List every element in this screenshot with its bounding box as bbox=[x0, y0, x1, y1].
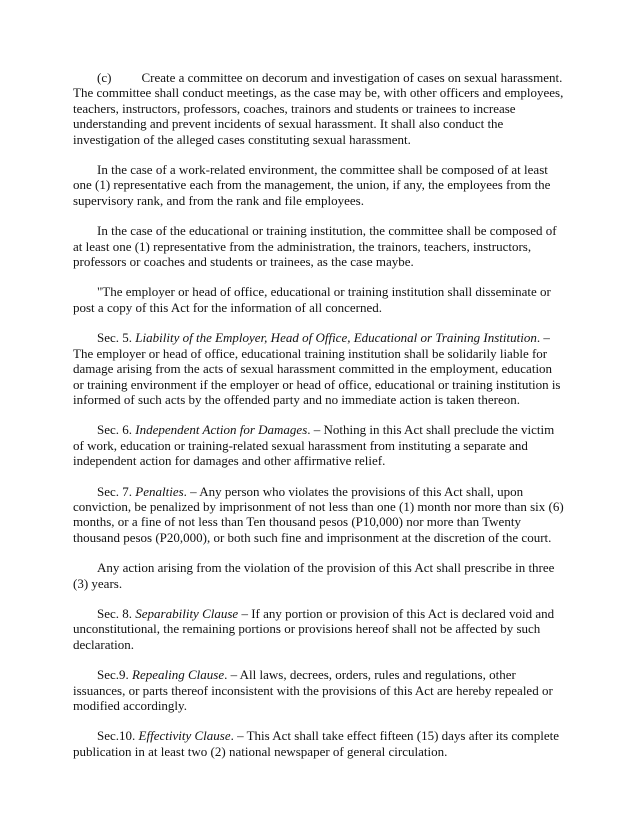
section-prefix: Sec. 8. bbox=[97, 605, 136, 621]
section-text: . – Any person who violates the provisions of this Act shall, upon conviction, be penalized by imprisonment of not less than one (1) month nor more than six (6) months, or a fine of not less than Ten thousand pesos (P10,000) nor more than Twenty thousand pesos (P20,000), or both such fine and imprisonment at the discretion of the court. bbox=[73, 483, 564, 545]
section-prefix: Sec.10. bbox=[97, 728, 139, 744]
section-text: . – All laws, decrees, orders, rules and regulations, other issuances, or parts thereof inconsistent with the provisions of this Act are hereby repealed or modified accordingly. bbox=[73, 667, 553, 713]
section-7 bbox=[73, 484, 565, 546]
section-text: – If any portion or provision of this Act is declared void and unconstitutional, the remaining portions or provisions hereof shall not be affected by such declaration. bbox=[73, 605, 555, 652]
section-heading: Separability Clause bbox=[135, 605, 239, 621]
paragraph-prescription bbox=[73, 560, 565, 591]
section-prefix: Sec. 6. bbox=[97, 422, 136, 438]
document-page bbox=[73, 70, 565, 774]
section-text: . – This Act shall take effect fifteen (15) days after its complete publication in at least two (2) national newspaper of general circulation. bbox=[73, 728, 559, 759]
paragraph-text: Any action arising from the violation of the provision of this Act shall prescribe in three (3) years. bbox=[73, 560, 555, 591]
paragraph-educational bbox=[73, 223, 565, 269]
section-9 bbox=[73, 667, 565, 713]
section-heading: Repealing Clause bbox=[132, 667, 225, 683]
section-heading: Penalties bbox=[135, 483, 184, 499]
list-marker: (c) bbox=[97, 70, 112, 85]
section-heading: Liability of the Employer, Head of Office, Educational or Training Institution bbox=[135, 330, 537, 346]
section-text: . – The employer or head of office, educational training institution shall be solidarily liable for damage arising from the acts of sexual harassment committed in the employment, education or training environment if the employer or head of office, educational or training institution is informed of such acts by the offended party and no immediate action is taken thereon. bbox=[73, 330, 561, 407]
section-text: . – Nothing in this Act shall preclude the victim of work, education or training-related sexual harassment from instituting a separate and independent action for damages and other affirmative relief. bbox=[73, 422, 555, 469]
section-heading: Independent Action for Damages bbox=[135, 422, 308, 438]
paragraph-text: In the case of a work-related environment, the committee shall be composed of at least one (1) representative each from the management, the union, if any, the employees from the supervisory rank, and from the rank and file employees. bbox=[73, 162, 551, 208]
section-10 bbox=[73, 728, 565, 759]
paragraph-disseminate bbox=[73, 284, 565, 315]
paragraph-work-related bbox=[73, 162, 565, 208]
paragraph-text: In the case of the educational or training institution, the committee shall be composed of at least one (1) representative from the administration, the trainors, teachers, instructors, professors or coaches and students or trainees, as the case maybe. bbox=[73, 223, 557, 270]
paragraph-text: Create a committee on decorum and investigation of cases on sexual harassment. The committee shall conduct meetings, as the case may be, with other officers and employees, teachers, instructors, professors, coaches, trainors and students or trainees to increase understanding and prevent incidents of sexual harassment. It shall also conduct the investigation of the alleged cases constituting sexual harassment. bbox=[73, 70, 564, 147]
paragraph-committee bbox=[73, 70, 565, 147]
section-prefix: Sec. 7. bbox=[97, 483, 136, 499]
section-8 bbox=[73, 606, 565, 652]
section-heading: Effectivity Clause bbox=[138, 728, 231, 744]
section-6 bbox=[73, 422, 565, 468]
section-prefix: Sec.9. bbox=[97, 667, 133, 683]
section-prefix: Sec. 5. bbox=[97, 330, 136, 346]
section-5 bbox=[73, 330, 565, 407]
paragraph-text: "The employer or head of office, educational or training institution shall disseminate or post a copy of this Act for the information of all concerned. bbox=[73, 284, 551, 315]
